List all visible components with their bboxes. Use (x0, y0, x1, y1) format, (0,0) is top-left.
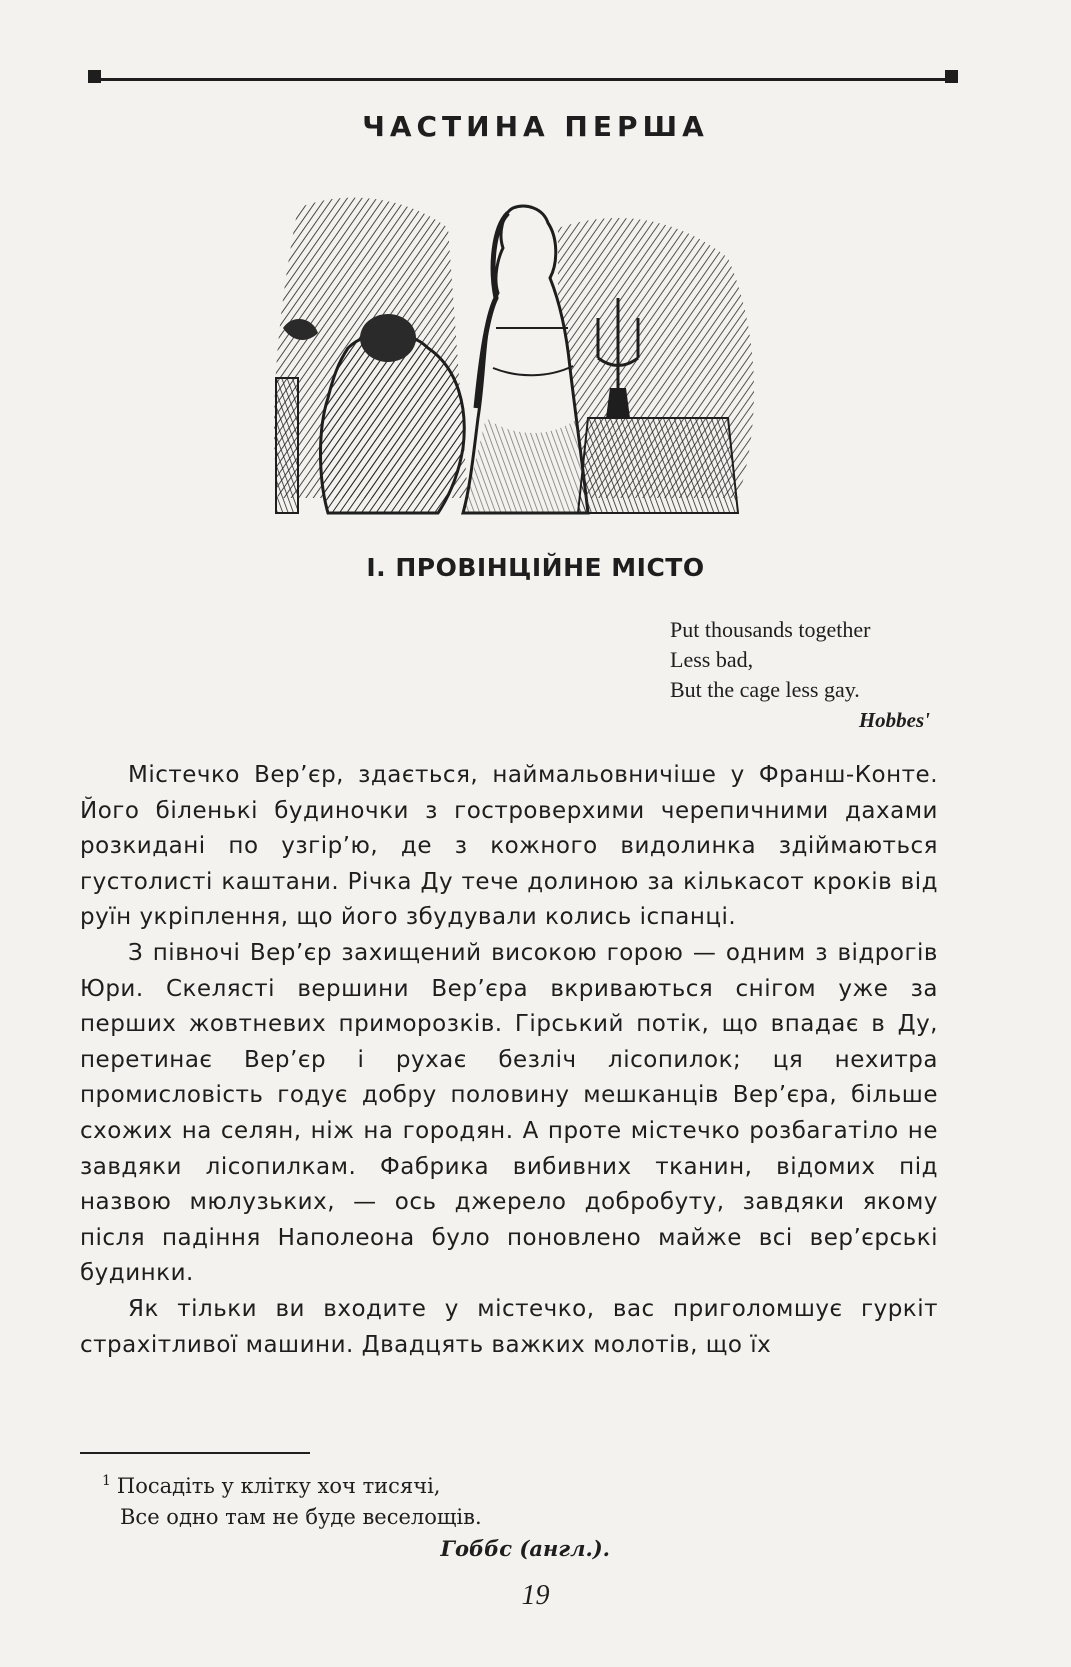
footnote (102, 1466, 620, 1564)
footnote-text: Посадіть у клітку хоч тисячі, (116, 1474, 441, 1498)
epigraph (670, 615, 970, 735)
part-title: ЧАСТИНА ПЕРША (362, 110, 709, 143)
epigraph-line: Put thousands together (670, 617, 871, 642)
paragraph: Як тільки ви входите у містечко, вас приголомшує гуркіт страхітливої машини. Двадцять важких молотів, що їх (80, 1295, 938, 1358)
page-number: 19 (521, 1580, 550, 1611)
epigraph-author: Hobbes' (858, 708, 930, 732)
top-rule (88, 78, 958, 81)
paragraph: Містечко Вер’єр, здається, наймальовничіше у Франш-Конте. Його біленькі будиночки з гостроверхими черепичними дахами розкидані по узгір’ю, де з кожного видолинка здіймаються густолисті каштани. Річка Ду тече долиною за кількасот кроків від руїн укріплення, що його збудували колись іспанці. (80, 762, 938, 931)
epigraph-line: Less bad, (670, 647, 754, 672)
corner-mark-left (88, 70, 101, 83)
corner-mark-right (945, 70, 958, 83)
epigraph-line: But the cage less gay. (670, 677, 860, 702)
footnote-line: Все одно там не буде веселощів. (120, 1505, 482, 1529)
footnote-author: Гоббс (англ.). (440, 1536, 610, 1561)
paragraph: З півночі Вер’єр захищений високою горою — одним з відрогів Юри. Скелясті вершини Вер’єра вкриваються снігом уже за перших жовтневих приморозків. Гірський потік, що впадає в Ду, перетинає Вер’єр і рухає безліч лісопилок; ця нехитра промисловість годує добру половину мешканців Вер’єра, більше схожих на селян, ніж на городян. А проте містечко розбагатіло не завдяки лісопилкам. Фабрика вибивних тканин, відомих під назвою мюлузьких, — ось джерело добробуту, завдяки якому після падіння Наполеона було поновлено майже всі вер’єрські будинки. (80, 939, 938, 1287)
woman-and-kneeling-man-engraving-illustration (258, 168, 783, 528)
chapter-title: I. ПРОВІНЦІЙНЕ МІСТО (366, 553, 705, 582)
body-text (80, 758, 938, 1363)
footnote-rule (80, 1452, 310, 1454)
footnote-mark: 1 (102, 1473, 111, 1489)
footnote-line (102, 1466, 620, 1502)
